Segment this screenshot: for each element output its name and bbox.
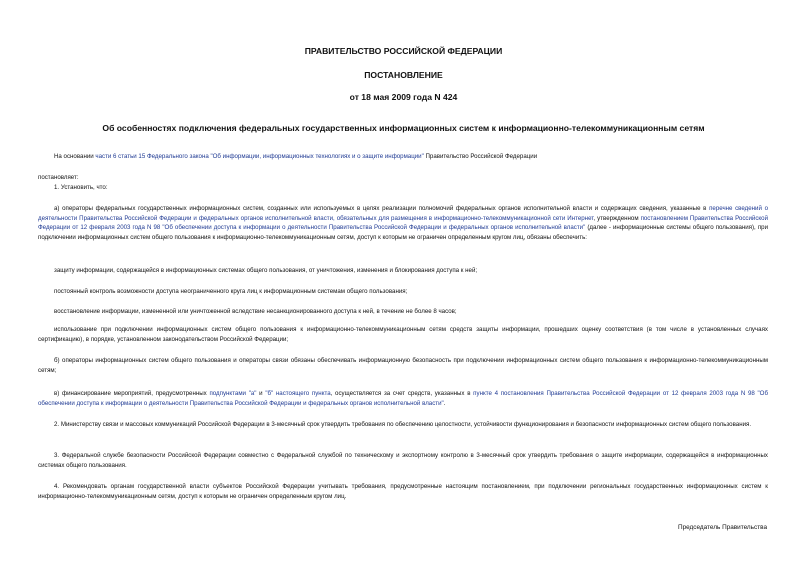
pv-text-4: . bbox=[443, 399, 446, 407]
pa-text-3: (далее - информационные системы общего пользования), при подключении информационных систем общего пользования к информационно-телекоммуникационным сетям, доступ к которым не ограничен определенным кругом лиц, обязаны обеспечить: bbox=[38, 224, 768, 241]
item-control: постоянный контроль возможности доступа неограниченного круга лиц к информационным системам общего пользования; bbox=[54, 288, 408, 295]
pa-text-1: а) операторы федеральных государственных информационных систем, созданных или используемых в целях реализации полномочий федеральных органов исполнительной власти и содержащих сведения, указанные в bbox=[54, 205, 710, 212]
doctype-heading: ПОСТАНОВЛЕНИЕ bbox=[364, 70, 443, 80]
decree-98-point-4-link[interactable]: пункте 4 постановления Правительства Российской Федерации от 12 февраля 2003 года N 98 "Об обеспечении доступа к информации о деятельности Правительства Российской Федерации и федеральных органов исполнительной власти" bbox=[38, 390, 768, 407]
paragraph-b: б) операторы информационных систем общего пользования и операторы связи обязаны обеспечивать информационную безопасность при подключении информационных систем общего пользования к информационно-телекоммуникационным сетям; bbox=[38, 357, 768, 374]
item-security-tools: использование при подключении информационных систем общего пользования к информационно-телекоммуникационным сетям средств защиты информации, прошедших оценку соответствия (в том числе в установленных случаях сертификацию), в порядке, установленном законодательством Российской Федерации; bbox=[38, 326, 768, 343]
info-list-link[interactable]: перечне сведений о деятельности Правительства Российской Федерации и федеральных органов исполнительной власти, обязательных для размещения в информационно-телекоммуникационной сети Интернет bbox=[38, 205, 768, 222]
paragraph-v bbox=[38, 389, 768, 408]
pv-text-2: и bbox=[256, 390, 266, 397]
paragraph-2: 2. Министерству связи и массовых коммуникаций Российской Федерации в 3-месячный срок утвердить требования по обеспечению целостности, устойчивости функционирования и безопасности информационных систем общего пользования. bbox=[54, 421, 752, 428]
pv-text-3: , осуществляется за счет средств, указанных в bbox=[330, 390, 474, 397]
decree-98-link[interactable]: постановлением Правительства Российской Федерации от 12 февраля 2003 года N 98 "Об обеспечении доступа к информации о деятельности Правительства Российской Федерации и федеральных органов исполнительной власти" bbox=[38, 214, 768, 232]
document-title: Об особенностях подключения федеральных государственных информационных систем к информационно-телекоммуникационным сетям bbox=[102, 123, 705, 133]
org-heading: ПРАВИТЕЛЬСТВО РОССИЙСКОЙ ФЕДЕРАЦИИ bbox=[304, 46, 503, 56]
subpoint-b-link[interactable]: "б" настоящего пункта bbox=[265, 390, 331, 397]
subpoint-a-link[interactable]: подпунктами "а" bbox=[209, 390, 257, 397]
item-protection: защиту информации, содержащейся в информационных системах общего пользования, от уничтожения, изменения и блокирования доступа к ней; bbox=[54, 267, 478, 274]
pa-text-2: , утвержденном bbox=[593, 214, 641, 222]
intro-text-before: На основании bbox=[54, 153, 96, 160]
paragraph-3: 3. Федеральной службе безопасности Российской Федерации совместно с Федеральной службой по техническому и экспортному контролю в 3-месячный срок утвердить требования о защите информации, содержащейся в информационных системах общего пользования. bbox=[38, 452, 768, 469]
law-link[interactable]: части 6 статьи 15 Федерального закона "Об информации, информационных технологиях и о защите информации" bbox=[95, 153, 424, 160]
item-recovery: восстановление информации, измененной или уничтоженной вследствие несанкционированного доступа к ней, в течение не более 8 часов; bbox=[54, 308, 457, 315]
paragraph-1: 1. Установить, что: bbox=[54, 184, 108, 191]
paragraph-4: 4. Рекомендовать органам государственной власти субъектов Российской Федерации учитывать требования, предусмотренные настоящим постановлением, при подключении региональных государственных информационных систем к информационно-телекоммуникационным сетям, доступ к которым не ограничен определенным кругом лиц. bbox=[38, 483, 768, 500]
paragraph-a bbox=[38, 204, 768, 242]
decrees-word: постановляет: bbox=[38, 174, 79, 181]
intro-paragraph bbox=[38, 152, 768, 162]
pv-text-1: в) финансирование мероприятий, предусмотренных bbox=[54, 390, 210, 397]
intro-text-after: Правительство Российской Федерации bbox=[423, 153, 538, 160]
date-heading: от 18 мая 2009 года N 424 bbox=[349, 92, 458, 102]
signature-title: Председатель Правительства bbox=[678, 524, 767, 531]
